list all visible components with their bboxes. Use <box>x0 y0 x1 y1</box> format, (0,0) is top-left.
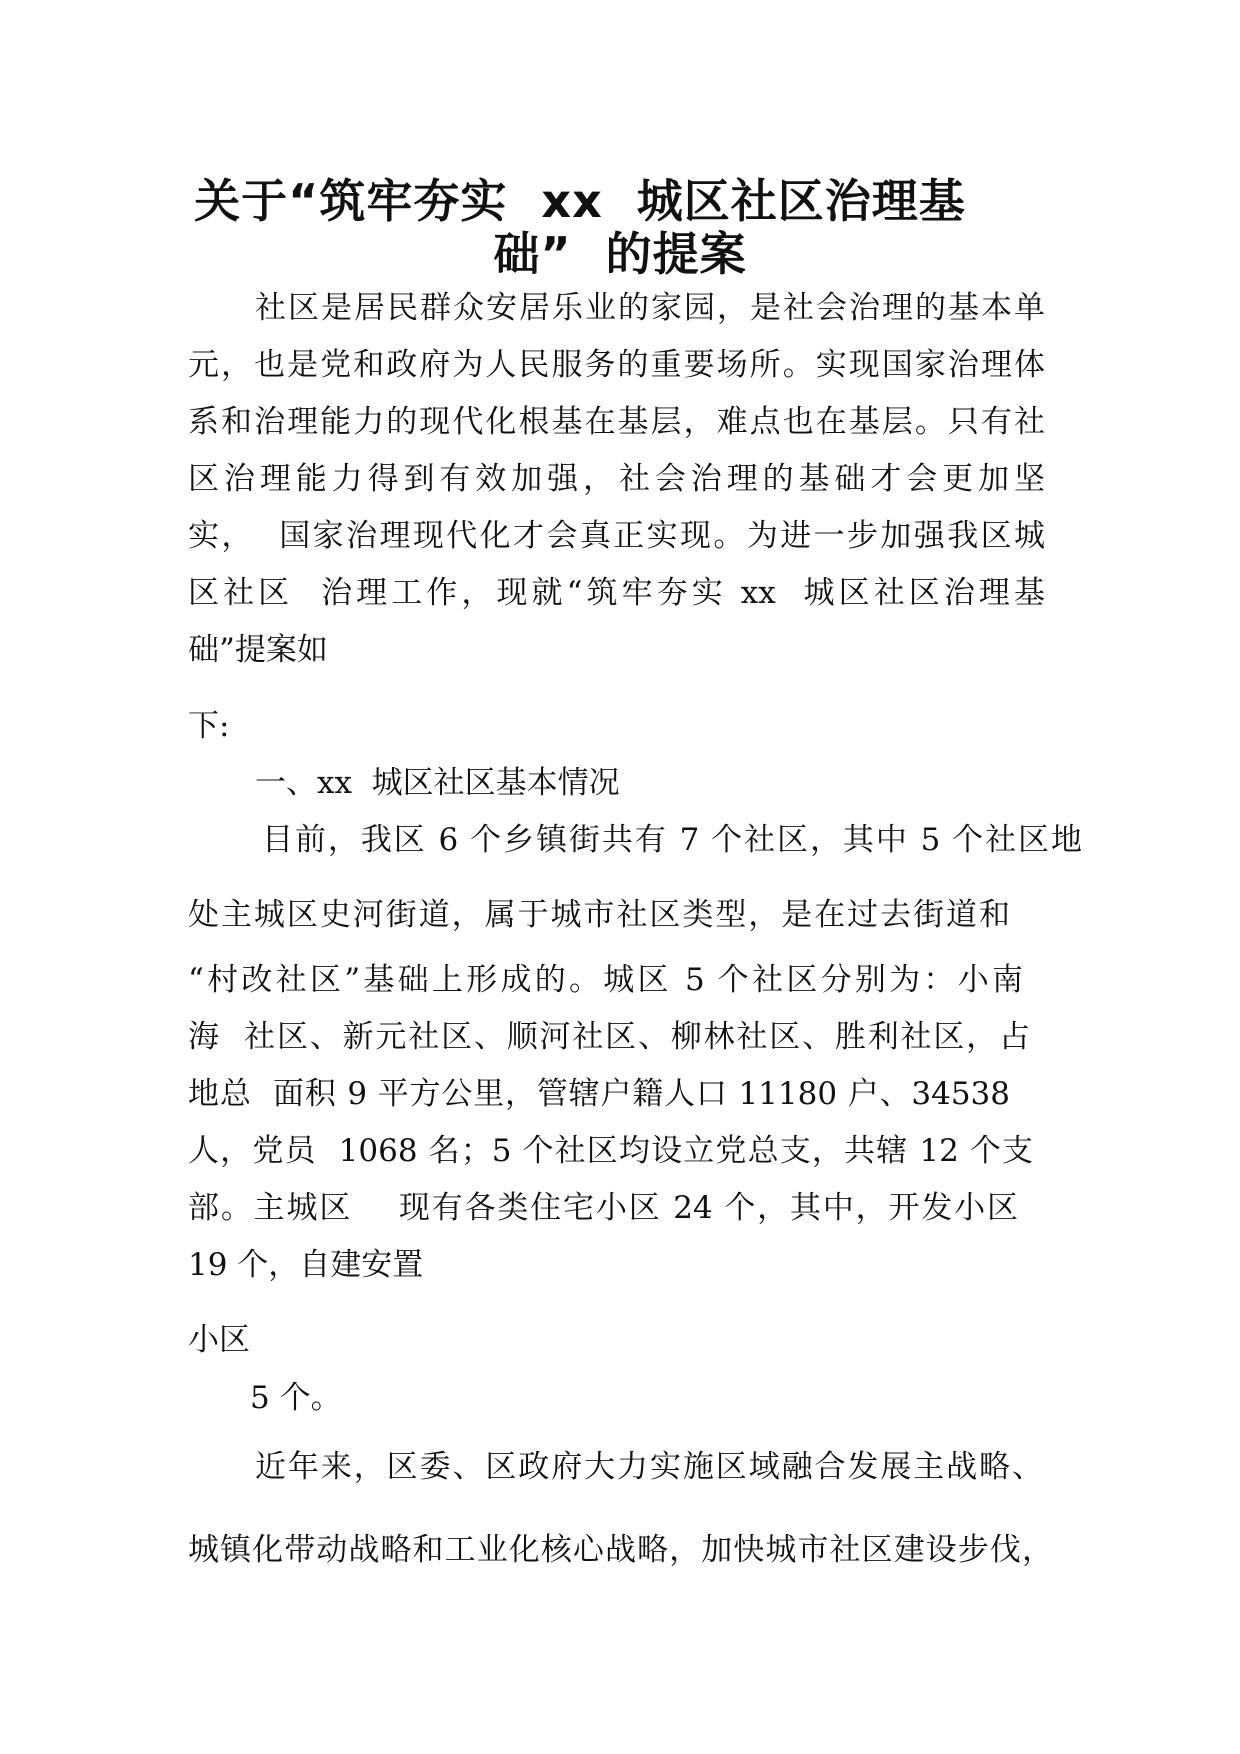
paragraph-line: 系和治理能力的现代化根基在基层，难点也在基层。只有社 <box>188 404 1045 440</box>
paragraph-line: 区社区 治理工作，现就“筑牢夯实 xx 城区社区治理基 <box>188 575 1045 611</box>
paragraph-line: 实， 国家治理现代化才会真正实现。为进一步加强我区城 <box>188 518 1045 554</box>
paragraph-line: 城镇化带动战略和工业化核心战略，加快城市社区建设步伐， <box>188 1532 1053 1568</box>
paragraph-line: 部。主城区 现有各类住宅小区 24 个，其中，开发小区 <box>188 1190 1018 1226</box>
paragraph-line: 19 个，自建安置 <box>188 1247 424 1283</box>
paragraph-line: 5 个。 <box>250 1380 342 1416</box>
paragraph-line: 海 社区、新元社区、顺河社区、柳林社区、胜利社区，占 <box>188 1019 1030 1055</box>
paragraph-line: 处主城区史河街道，属于城市社区类型，是在过去街道和 <box>188 897 1010 933</box>
document-title-line-2: 础” 的提案 <box>493 227 747 281</box>
paragraph-line: 地总 面积 9 平方公里，管辖户籍人口 11180 户、34538 <box>188 1076 1010 1112</box>
paragraph-line: 础”提案如 <box>188 632 328 668</box>
paragraph-line: 元，也是党和政府为人民服务的重要场所。实现国家治理体 <box>188 347 1045 383</box>
paragraph-line: 小区 <box>188 1322 250 1358</box>
paragraph-line: 人，党员 1068 名；5 个社区均设立党总支，共辖 12 个支 <box>188 1133 1033 1169</box>
document-title-line-1: 关于“筑牢夯实 xx 城区社区治理基 <box>194 174 966 228</box>
paragraph-line: “村改社区”基础上形成的。城区 5 个社区分别为：小南 <box>188 962 1023 998</box>
section-heading: 一、xx 城区社区基本情况 <box>255 765 620 801</box>
paragraph-line: 社区是居民群众安居乐业的家园，是社会治理的基本单 <box>255 290 1045 326</box>
paragraph-line: 下: <box>188 708 230 744</box>
paragraph-line: 区治理能力得到有效加强，社会治理的基础才会更加坚 <box>188 461 1045 497</box>
paragraph-line: 目前，我区 6 个乡镇街共有 7 个社区，其中 5 个社区地 <box>262 822 1082 858</box>
paragraph-line: 近年来，区委、区政府大力实施区域融合发展主战略、 <box>255 1449 1043 1485</box>
